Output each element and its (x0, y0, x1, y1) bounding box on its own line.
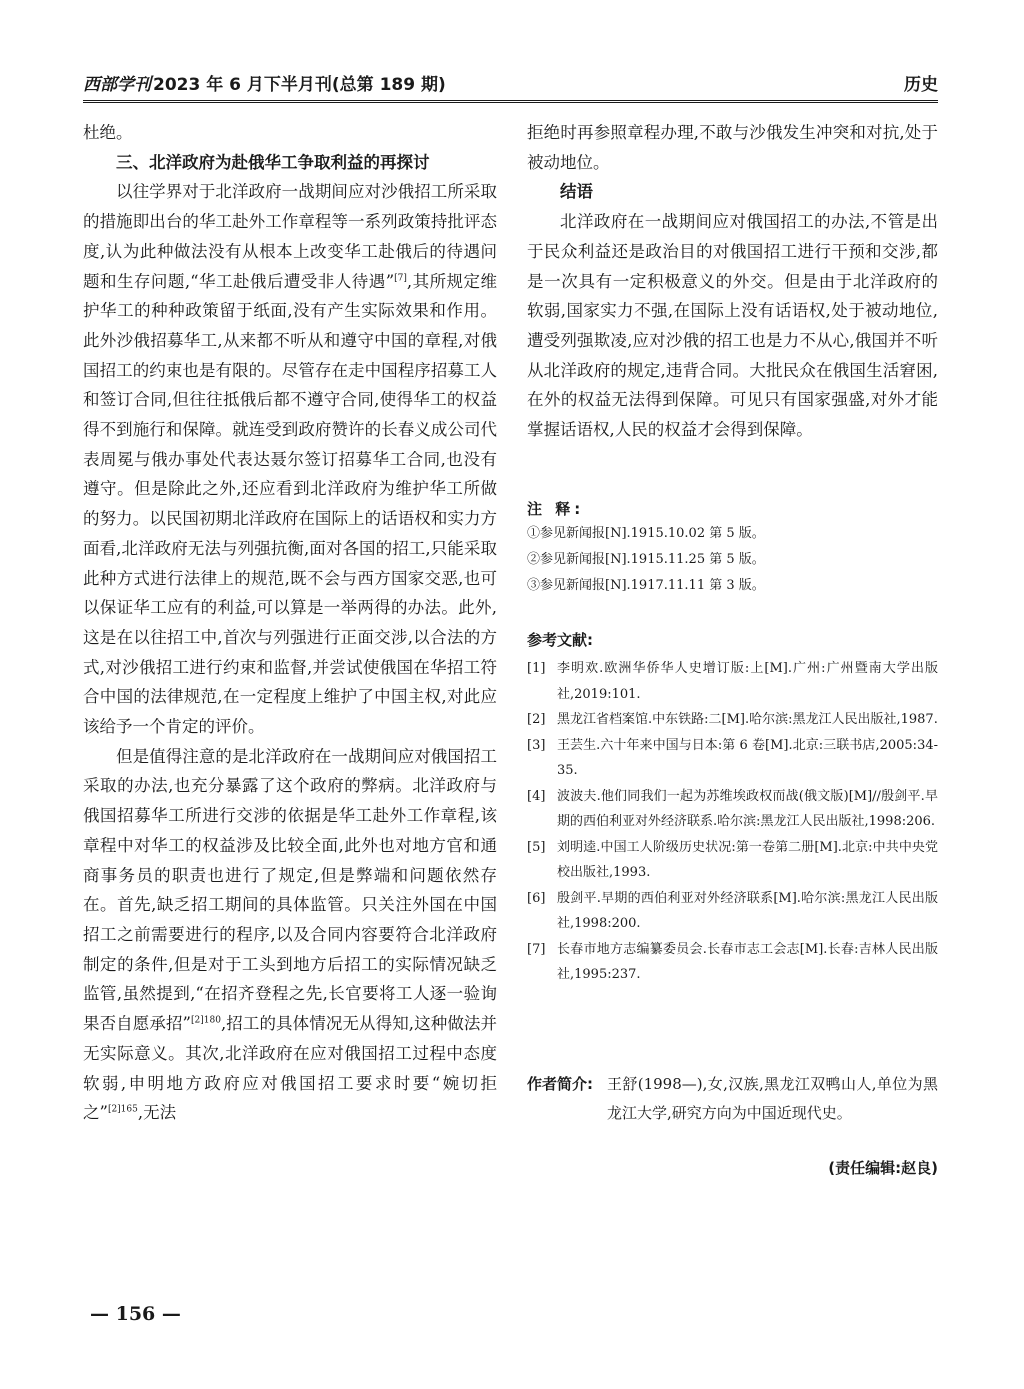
conclusion-paragraph: 北洋政府在一战期间应对俄国招工的办法,不管是出于民众利益还是政治目的对俄国招工进行干预和交涉,都是一次具有一定积极意义的外交。但是由于北洋政府的软弱,国家实力不强,在国际上没有话语权,处于被动地位,遭受列强欺凌,应对沙俄的招工也是力不从心,俄国并不听从北洋政府的规定,违背合同。大批民众在俄国生活窘困,在外的权益无法得到保障。可见只有国家强盛,对外才能掌握话语权,人民的权益才会得到保障。 (527, 212, 938, 440)
reference-item (527, 656, 938, 707)
reference-text: 黑龙江省档案馆.中东铁路:二[M].哈尔滨:黑龙江人民出版社,1987. (557, 712, 938, 727)
running-header (83, 70, 938, 103)
reference-item (527, 733, 938, 784)
paragraph-continued: 杜绝。 (83, 123, 133, 142)
reference-number: [4] (527, 788, 546, 804)
references-title: 参考文献: (527, 631, 593, 649)
reference-text: 殷剑平.早期的西伯利亚对外经济联系[M].哈尔滨:黑龙江人民出版社,1998:200. (557, 890, 938, 931)
notes-list (527, 521, 938, 599)
note-item: ③参见新闻报[N].1917.11.11 第 3 版。 (527, 578, 765, 593)
notes-title: 注 释: (527, 500, 585, 518)
paragraph-drawbacks (83, 742, 497, 1128)
author-bio (527, 1070, 938, 1128)
paragraph-continued: 拒绝时再参照章程办理,不敢与沙俄发生冲突和对抗,处于被动地位。 (527, 123, 938, 172)
reference-number: [3] (527, 737, 546, 753)
reference-number: [6] (527, 890, 546, 906)
reference-text: 长春市地方志编纂委员会.长春市志工会志[M].长春:吉林人民出版社,1995:237. (557, 941, 938, 982)
citation: [7] (394, 273, 407, 284)
journal-logo: 西部学刊 (83, 75, 151, 95)
reference-text: 王芸生.六十年来中国与日本:第 6 卷[M].北京:三联书店,2005:34-35. (557, 737, 938, 778)
journal-issue: 2023 年 6 月下半月刊(总第 189 期) (153, 75, 446, 95)
author-bio-text: 王舒(1998—),女,汉族,黑龙江双鸭山人,单位为黑龙江大学,研究方向为中国近现代史。 (607, 1075, 938, 1122)
section-heading: 三、北洋政府为赴俄华工争取利益的再探讨 (116, 152, 430, 172)
right-column (527, 118, 938, 445)
citation: [2]180 (191, 1015, 221, 1026)
paragraph-text: 但是值得注意的是北洋政府在一战期间应对俄国招工采取的办法,也充分暴露了这个政府的弊病。北洋政府与俄国招募华工所进行交涉的依据是华工赴外工作章程,该章程中对华工的权益涉及比较全面,此外也对地方官和通商事务员的职责也进行了规定,但是弊端和问题依然存在。首先,缺乏招工期间的具体监管。只关注外国在中国招工之前需要进行的程序,以及合同内容要符合北洋政府制定的条件,但是对于工头到地方后招工的实际情况缺乏监管,虽然提到,“在招齐登程之先,长官要将工人逐一验询果否自愿承招” (83, 746, 497, 1034)
paragraph-text: 以往学界对于北洋政府一战期间应对沙俄招工所采取的措施即出台的华工赴外工作章程等一系列政策持批评态度,认为此种做法没有从根本上改变华工赴俄后的待遇问题和生存问题,“华工赴俄后遭受非人待遇” (83, 182, 497, 291)
citation: [2]165 (107, 1104, 138, 1115)
reference-item (527, 937, 938, 988)
note-item: ②参见新闻报[N].1915.11.25 第 5 版。 (527, 552, 765, 567)
left-column (83, 118, 497, 1128)
references-list (527, 656, 938, 988)
reference-item (527, 707, 938, 733)
responsible-editor: (责任编辑:赵良) (828, 1159, 938, 1177)
paragraph-text: ,招工的具体情况无从得知,这种做法并无实际意义。其次,北洋政府在应对俄国招工过程中态度软弱,申明地方政府应对俄国招工要求时要“婉切拒之” (83, 1014, 497, 1123)
reference-text: 波波夫.他们同我们一起为苏维埃政权而战(俄文版)[M]//殷剑平.早期的西伯利亚对外经济联系.哈尔滨:黑龙江人民出版社,1998:206. (557, 788, 938, 829)
paragraph-text: ,其所规定维护华工的种种政策留于纸面,没有产生实际效果和作用。此外沙俄招募华工,从来都不听从和遵守中国的章程,对俄国招工的约束也是有限的。尽管存在走中国程序招募工人和签订合同,但往往抵俄后都不遵守合同,使得华工的权益得不到施行和保障。就连受到政府赞许的长春义成公司代表周冕与俄办事处代表达聂尔签订招募华工合同,也没有遵守。但是除此之外,还应看到北洋政府为维护华工所做的努力。以民国初期北洋政府在国际上的话语权和实力方面看,北洋政府无法与列强抗衡,面对各国的招工,只能采取此种方式进行法律上的规范,既不会与西方国家交恶,也可以保证华工应有的利益,可以算是一举两得的办法。此外,这是在以往招工中,首次与列强进行正面交涉,以合法的方式,对沙俄招工进行约束和监督,并尝试使俄国在华招工符合中国的法律规范,在一定程度上维护了中国主权,对此应该给予一个肯定的评价。 (83, 271, 497, 737)
page-number: — 156 — (90, 1303, 181, 1325)
author-bio-label: 作者简介: (527, 1075, 593, 1093)
section-name: 历史 (904, 75, 938, 95)
paragraph-text: ,无法 (137, 1103, 177, 1123)
reference-number: [5] (527, 839, 546, 855)
reference-text: 李明欢.欧洲华侨华人史增订版:上[M].广州:广州暨南大学出版社,2019:101. (557, 661, 938, 702)
note-item: ①参见新闻报[N].1915.10.02 第 5 版。 (527, 526, 765, 541)
paragraph-scholarship (83, 177, 497, 741)
conclusion-heading: 结语 (560, 182, 593, 202)
reference-item (527, 784, 938, 835)
reference-number: [7] (527, 941, 546, 957)
reference-item (527, 835, 938, 886)
reference-number: [1] (527, 661, 546, 676)
journal-title (83, 70, 446, 95)
reference-number: [2] (527, 712, 546, 727)
reference-item (527, 886, 938, 937)
reference-text: 刘明逵.中国工人阶级历史状况:第一卷第二册[M].北京:中共中央党校出版社,1993. (557, 839, 938, 880)
